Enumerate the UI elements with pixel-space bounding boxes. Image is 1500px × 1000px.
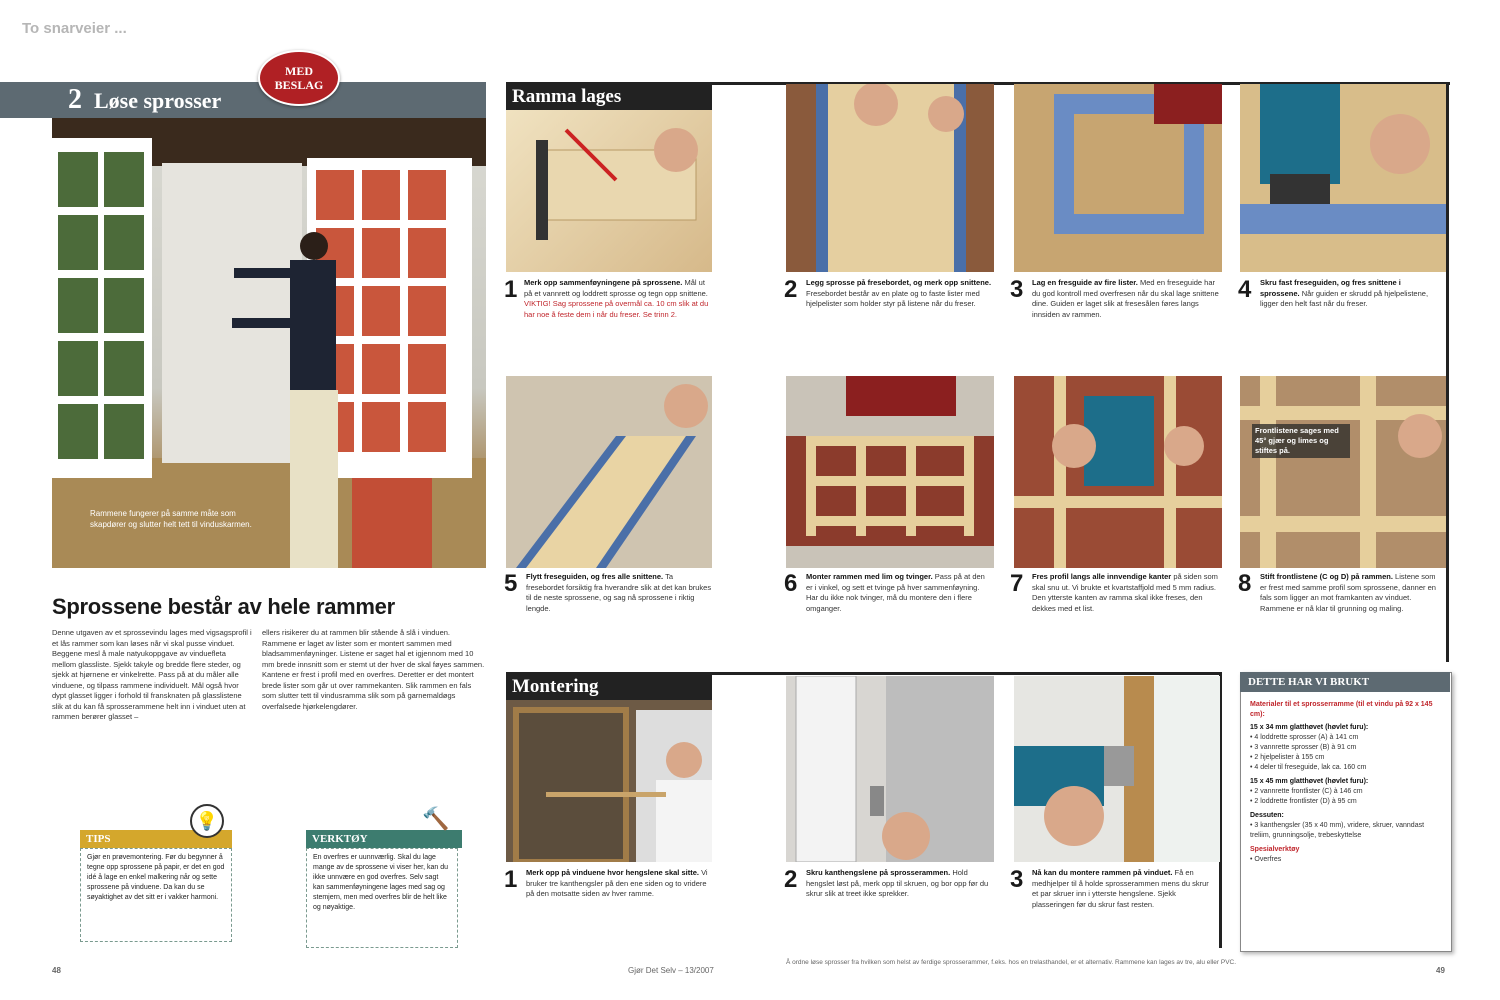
med-beslag-badge [258,50,340,106]
badge-line2: BESLAG [274,78,324,92]
montering2-text: Skru kanthengslene på sprosserammen. Hold hengslet løst på, merk opp til skruen, og bor opp før du skrur slik at treet ikke sprekker. [806,868,989,898]
step4-text: Skru fast freseguiden, og fres snittene i sprossene. Når guiden er skrudd på hjelpelistene, ligger den helt fast når du freser. [1260,278,1429,308]
step6-photo [786,376,994,568]
montering2-number: 2 [784,866,798,893]
page-number-left: 48 [52,966,61,975]
step1-photo [506,110,712,272]
step8-photo-label: Frontlistene sages med 45° gjær og limes og stiftes på. [1252,424,1350,458]
materials-group2: 15 x 45 mm glatthøvet (høvlet furu): [1250,778,1369,785]
montering3-number: 3 [1010,866,1024,893]
article-headline: Sprossene består av hele rammer [52,594,395,619]
materials-subtitle: Materialer til et sprosserramme (til et vindu på 92 x 145 cm): [1250,701,1433,718]
step1-number: 1 [504,276,518,303]
step1-text: Merk opp sammenføyningene på sprossene. Mål ut på et vannrett og loddrett sprosse og tegn opp snittene. VIKTIG! Sag sprossene på overmål ca. 10 cm slik at du har noe å feste dem i når du freser. Se trinn 2. [524,278,709,319]
section-kicker: To snarveier ... [22,20,127,37]
montering2-photo [786,676,994,862]
montering3-text: Nå kan du montere rammen på vinduet. Få en medhjelper til å holde sprosserammen mens du skrur et par skruer inn i ytterste hengslene. Sjekk plasseringen før du skrur fast resten. [1032,868,1209,909]
step7-photo [1014,376,1222,568]
footer-magazine: Gjør Det Selv – 13/2007 [628,966,714,975]
step6-text: Monter rammen med lim og tvinger. Pass på at den er i vinkel, og sett et tvinge på hver sammenføyning. Har du ikke nok tvinger, må du montere den i flere omganger. [806,572,985,613]
step5-text: Flytt freseguiden, og fres alle snittene. Ta fresebordet forsiktig fra hverandre slik at det kan brukes til de neste sprossene, og sag nå sprossene i riktig lengde. [526,572,712,613]
montering1-text: Merk opp på vinduene hvor hengslene skal sitte. Vi bruker tre kanthengsler på den ene siden og to vridere på den motsatte siden av hver ramme. [526,868,708,898]
window-illustration [52,118,486,568]
step3-text: Lag en fresguide av fire lister. Med en freseguide har du god kontroll med overfresen når du skal lage snittene dine. Guiden er laget slik at fresesålen føres langs innsiden av rammen. [1032,278,1219,319]
ramma-title: Ramma lages [506,84,712,110]
article-column-1: Denne utgaven av et sprossevindu lages med vigsagsprofil i et lås rammer som kan løses når vi skal pusse vinduet. Beggene mesl å male natyukoppgave av vinduefleta mellom glassliste. Sjekk takyle og bredde flere steder, og sjekk at hjørnene er vinkelrette. Pass på at du måler alle vinduene, og tilpass rammene individuelt. Mål også hvor dypt glasset ligger i forhold til fransknaten på glasslistene slik at du kan få sprosserammene helt inn i vinduet uten at rammen berører glasset – [52,628,252,721]
step8-photo [1240,376,1446,568]
step8-number: 8 [1238,570,1252,597]
step4-number: 4 [1238,276,1252,303]
step6-number: 6 [784,570,798,597]
step5-number: 5 [504,570,518,597]
step3-number: 3 [1010,276,1024,303]
montering-title: Montering [506,674,712,700]
step8-text: Stift frontlistene (C og D) på rammen. Listene som er frest med samme profil som sprossene, danner en fals som ligger an mot framkanten av vinduet. Rammene er nå klar til grunning og maling. [1260,572,1436,613]
materials-title: DETTE HAR VI BRUKT [1240,672,1450,692]
section-number: 2 [68,84,82,115]
main-photo-window [52,118,486,568]
footer-note: Å ordne løse sprosser fra hvilken som helst av ferdige sprosserammer, f.eks. hos en trelasthandel, er et alternativ. Rammene kan lages av tre, alu eller PVC. [786,959,1237,966]
verktoy-title: VERKTØY [306,830,462,848]
materials-special-title: Spesialverktøy [1250,846,1300,853]
section-title: Løse sprosser [94,88,222,113]
materials-item: • 2 loddrette frontlister (D) à 95 cm [1250,798,1357,805]
materials-item: • 4 deler til freseguide, lak ca. 160 cm [1250,764,1367,771]
materials-group3: Dessuten: [1250,812,1284,819]
step5-photo [506,376,712,568]
materials-item: • 4 loddrette sprosser (A) à 141 cm [1250,734,1359,741]
materials-item: • 3 kanthengsler (35 x 40 mm), vridere, skruer, vanndast treliim, grunningsolje, trebeskyttelse [1250,822,1425,839]
ramma-right-border [1446,82,1449,662]
montering1-photo [506,700,712,862]
montering3-photo [1014,676,1220,862]
article-column-2: ellers risikerer du at rammen blir stående å slå i vinduen. Rammene er laget av lister som er montert sammen med bladsammenføyninger. Listene er saget hal et igjennom med 10 mm brede innsnitt som er stemt ut der hver de skal føyes sammen. Kantene er frest i profil med en overfres. Deretter er det montert brede lister som går ut over rammekanten. Slik rammen en fals som slutter tett til vindusramma slik som på garnemaldøgs overfalsede hjørkelengdører. [262,628,485,711]
step4-photo [1240,84,1446,272]
step3-photo [1014,84,1222,272]
page-number-right: 49 [1436,966,1445,975]
materials-group1: 15 x 34 mm glatthøvet (høvlet furu): [1250,724,1369,731]
step7-number: 7 [1010,570,1024,597]
materials-item: • 2 hjelpelister à 155 cm [1250,754,1325,761]
materials-content [1250,700,1444,865]
tips-title: TIPS [80,830,232,848]
tips-text: Gjør en prøvemontering. Før du begynner å tegne opp sprossene på papir, er det en god idé å lage en enkel malkering når og sette sprossene på vinduene. Da kan du se søyaktighet av det sitt er i vakker harmoni. [80,848,232,942]
step2-photo [786,84,994,272]
main-photo-caption: Rammene fungerer på samme måte som skapdører og slutter helt tett til vinduskarmen. [90,509,252,529]
montering1-number: 1 [504,866,518,893]
step2-number: 2 [784,276,798,303]
badge-line1: MED [285,64,313,78]
step7-text: Fres profil langs alle innvendige kanter på siden som skal snu ut. Vi brukte et kvartstaffjold med 5 mm radius. Den ytterste kanten av ramma skal ikke freses, den dekkes med et list. [1032,572,1218,613]
materials-item: • 3 vannrette sprosser (B) à 91 cm [1250,744,1357,751]
verktoy-text: En overfres er uunnværlig. Skal du lage mange av de sprossene vi viser her, kan du ikke unnvære en god overfres. Selv sagt kan sammenføyningene lages med sag og stemjern, men med overfres blir de helt like og nøyaktige. [306,848,458,948]
step2-text: Legg sprosse på fresebordet, og merk opp snittene. Fresebordet består av en plate og to faste lister med hjelpelister som holder styr på listene når du freser. [806,278,992,308]
lightbulb-icon: 💡 [190,804,224,838]
hammer-icon: 🔨 [422,806,450,831]
materials-item: • 2 vannrette frontlister (C) à 146 cm [1250,788,1363,795]
materials-item: • Overfres [1250,856,1282,863]
